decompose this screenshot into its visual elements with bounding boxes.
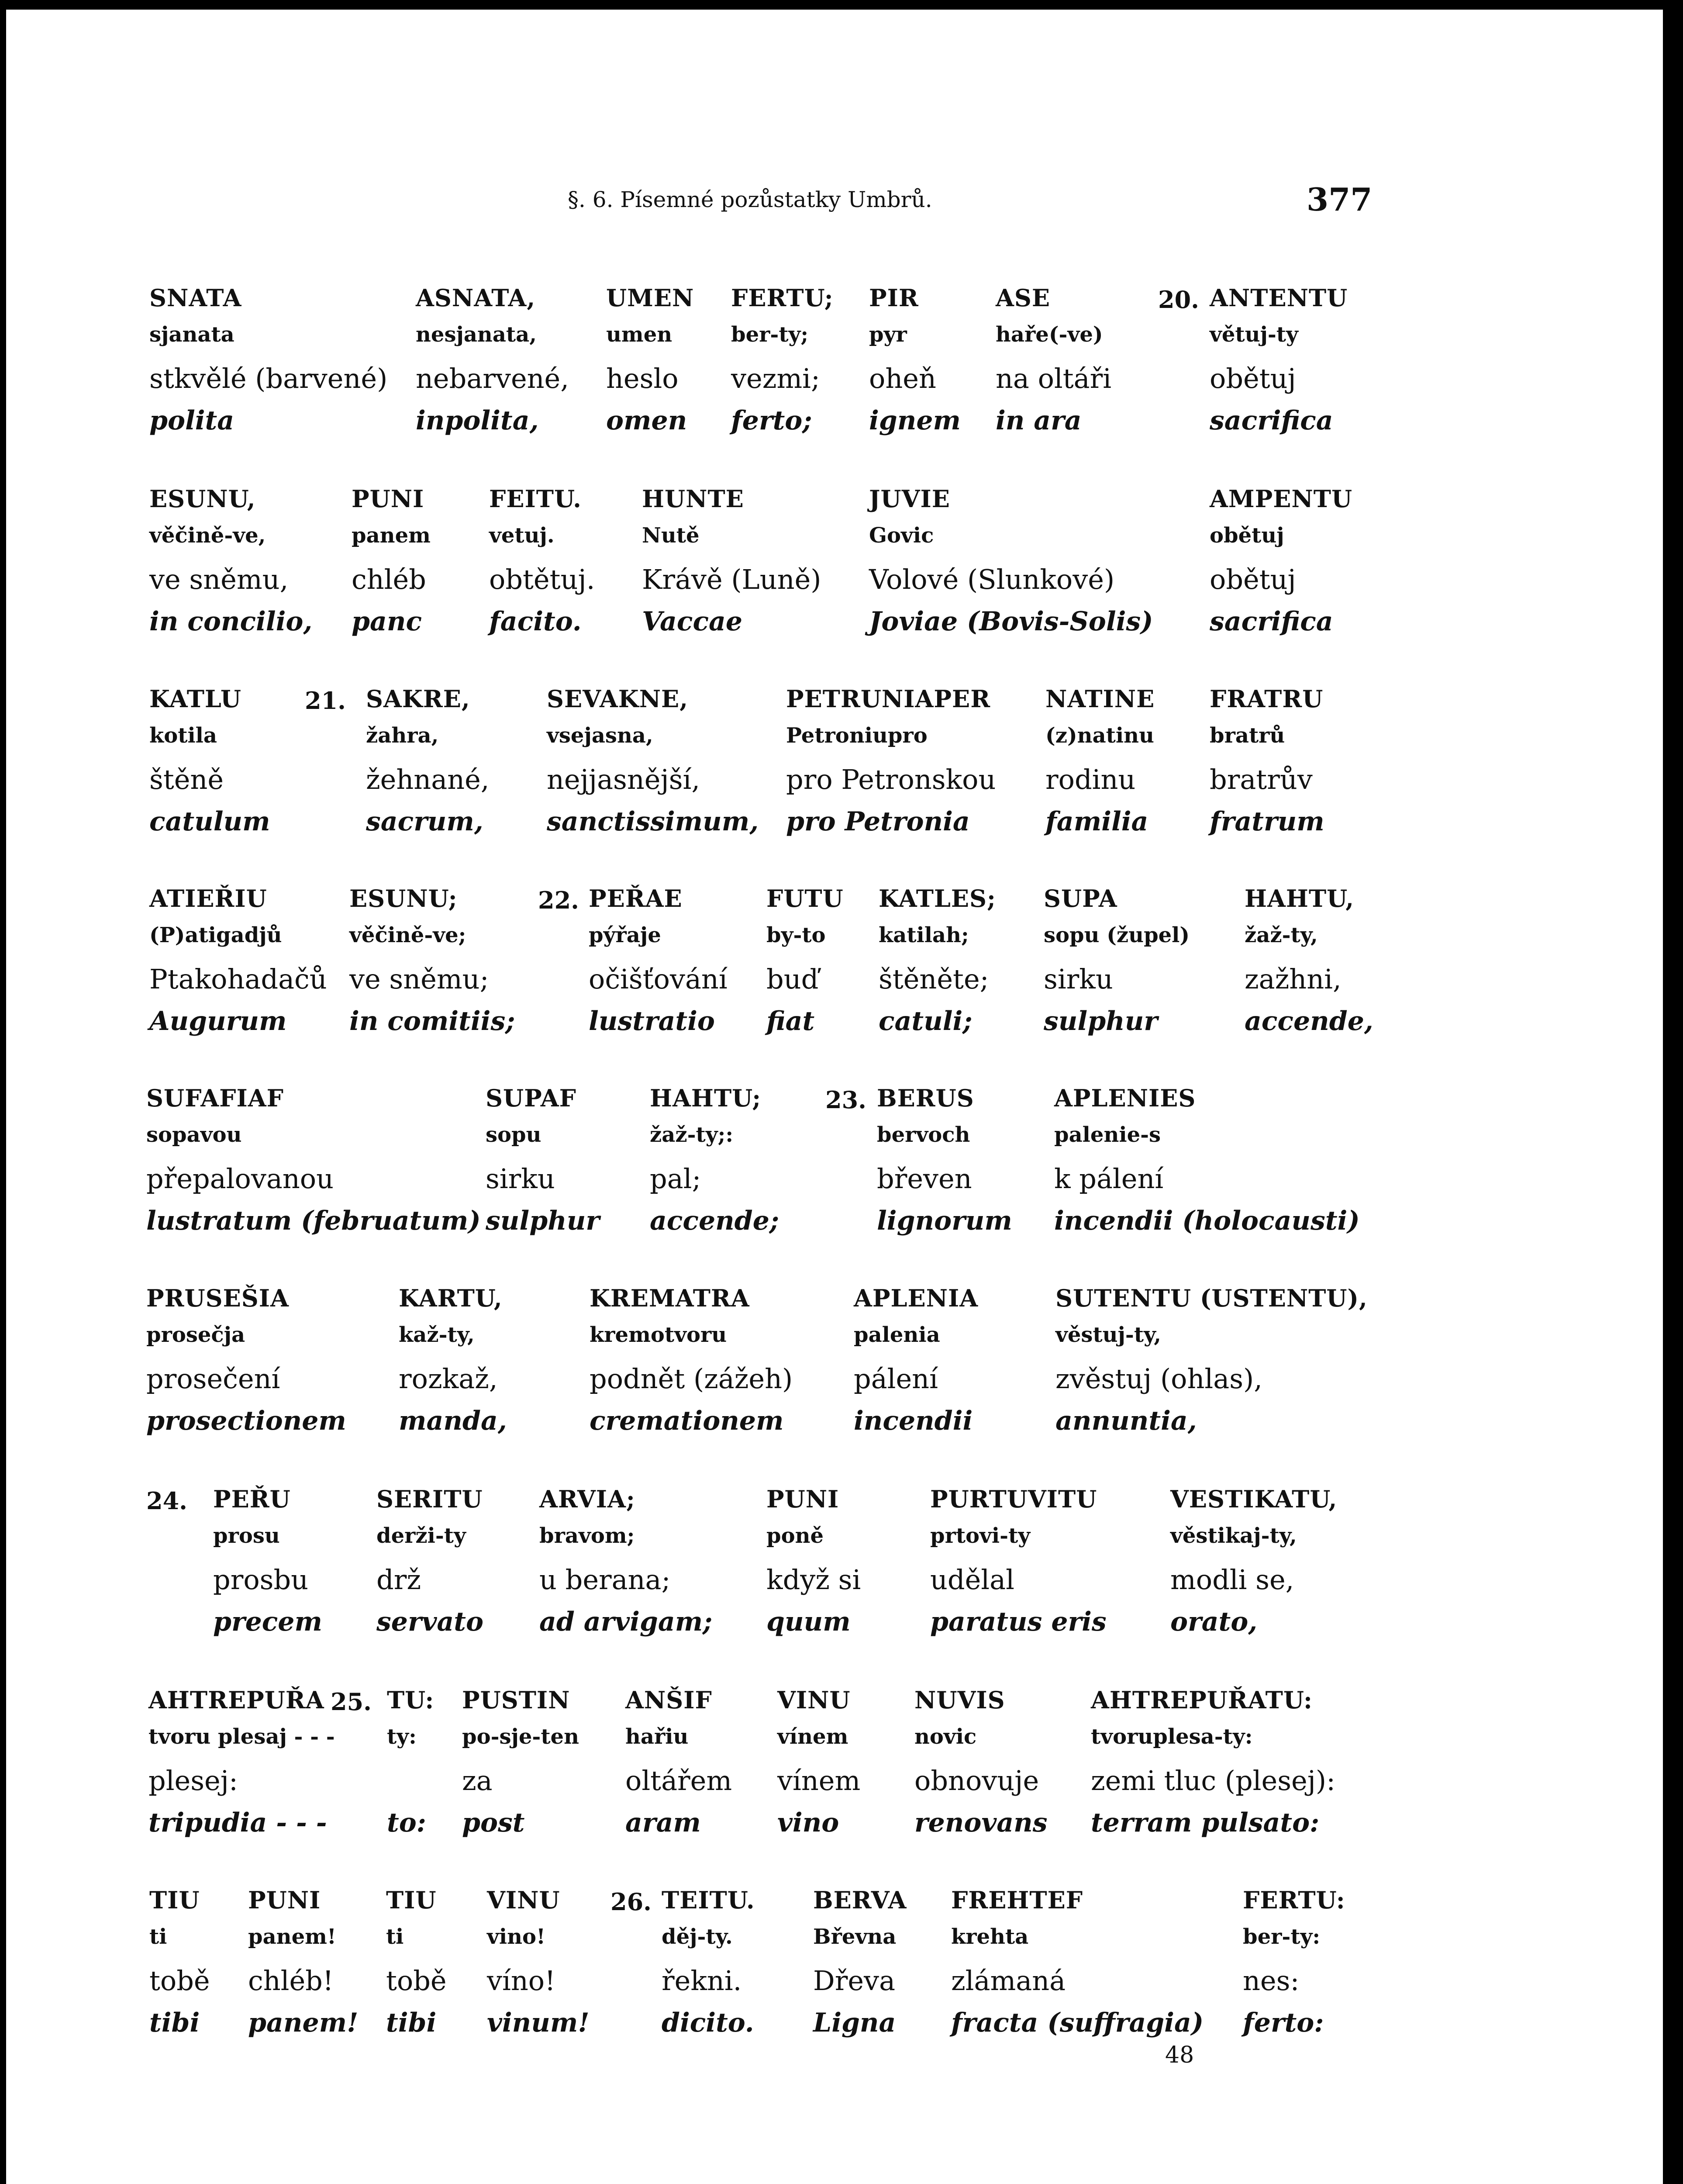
latin-translation: ignem bbox=[869, 405, 961, 436]
transliteration: tvoruplesa-ty: bbox=[1091, 1724, 1253, 1749]
transliteration: věstikaj-ty, bbox=[1170, 1524, 1297, 1548]
transliteration: ber-ty: bbox=[1243, 1925, 1321, 1949]
running-header: §. 6. Písemné pozůstatky Umbrů. bbox=[568, 187, 932, 212]
umbrian-word: SUFAFIAF bbox=[146, 1084, 284, 1112]
umbrian-word: APLENIA bbox=[854, 1284, 979, 1312]
signature-mark: 48 bbox=[1165, 2042, 1194, 2068]
latin-translation: sanctissimum, bbox=[547, 806, 759, 837]
czech-translation: řekni. bbox=[662, 1965, 742, 1997]
umbrian-word: ESUNU; bbox=[349, 885, 458, 912]
transliteration: sopu (župel) bbox=[1044, 923, 1190, 947]
umbrian-word: KREMATRA bbox=[590, 1284, 750, 1312]
latin-translation: in ara bbox=[996, 405, 1082, 436]
transliteration: žahra, bbox=[366, 723, 439, 748]
umbrian-word: FEITU. bbox=[489, 485, 582, 513]
umbrian-word: PUNI bbox=[352, 485, 424, 513]
latin-translation: polita bbox=[149, 405, 235, 436]
latin-translation: vinum! bbox=[487, 2008, 590, 2038]
verse-number: 23. bbox=[825, 1086, 866, 1114]
umbrian-word: AHTREPUŘA bbox=[148, 1686, 324, 1714]
czech-translation: pro Petronskou bbox=[786, 764, 996, 795]
czech-translation: k pálení bbox=[1054, 1163, 1164, 1195]
umbrian-word: AHTREPUŘATU: bbox=[1091, 1686, 1313, 1714]
umbrian-word: ANTENTU bbox=[1210, 284, 1348, 312]
transliteration: tvoru plesaj - - - bbox=[148, 1724, 335, 1749]
transliteration: po-sje-ten bbox=[462, 1724, 579, 1749]
umbrian-word: APLENIES bbox=[1054, 1084, 1196, 1112]
umbrian-word: PRUSEŠIA bbox=[146, 1284, 289, 1312]
czech-translation: drž bbox=[376, 1564, 421, 1596]
latin-translation: fratrum bbox=[1210, 806, 1324, 837]
czech-translation: modli se, bbox=[1170, 1564, 1294, 1596]
umbrian-word: NATINE bbox=[1045, 685, 1155, 713]
umbrian-word: TIU bbox=[149, 1886, 200, 1914]
scan-border-left bbox=[0, 0, 6, 2184]
latin-translation: Vaccae bbox=[642, 606, 743, 637]
czech-translation: chléb bbox=[352, 563, 426, 595]
latin-translation: sacrifica bbox=[1210, 606, 1333, 637]
latin-translation: lignorum bbox=[877, 1206, 1012, 1236]
transliteration: Petroniupro bbox=[786, 723, 928, 748]
transliteration: prosu bbox=[213, 1524, 280, 1548]
transliteration: krehta bbox=[951, 1925, 1029, 1949]
latin-translation: renovans bbox=[914, 1807, 1048, 1838]
czech-translation: zažhni, bbox=[1245, 963, 1342, 995]
transliteration: vino! bbox=[487, 1925, 546, 1949]
latin-translation: orato, bbox=[1170, 1607, 1258, 1637]
transliteration: (z)natinu bbox=[1045, 723, 1154, 748]
transliteration: bratrů bbox=[1210, 723, 1285, 748]
czech-translation: za bbox=[462, 1765, 493, 1797]
latin-translation: tibi bbox=[386, 2008, 437, 2038]
transliteration: větuj-ty bbox=[1210, 322, 1298, 347]
latin-translation: pro Petronia bbox=[786, 806, 970, 837]
latin-translation: fracta (suffragia) bbox=[951, 2008, 1204, 2038]
verse-number: 24. bbox=[146, 1487, 187, 1515]
czech-translation: obětuj bbox=[1210, 563, 1296, 595]
latin-translation: catuli; bbox=[879, 1006, 973, 1037]
transliteration: sjanata bbox=[149, 322, 235, 347]
latin-translation: sulphur bbox=[486, 1206, 600, 1236]
czech-translation: stkvělé (barvené) bbox=[149, 363, 388, 394]
latin-translation: annuntia, bbox=[1055, 1406, 1197, 1436]
latin-translation: ad arvigam; bbox=[539, 1607, 713, 1637]
umbrian-word: TU: bbox=[387, 1686, 435, 1714]
umbrian-word: PURTUVITU bbox=[930, 1485, 1097, 1513]
latin-translation: tripudia - - - bbox=[148, 1807, 327, 1838]
transliteration: kremotvoru bbox=[590, 1323, 727, 1347]
transliteration: sopu bbox=[486, 1123, 541, 1147]
transliteration: haře(-ve) bbox=[996, 322, 1103, 347]
czech-translation: pal; bbox=[650, 1163, 701, 1195]
transliteration: kotila bbox=[149, 723, 217, 748]
transliteration: věčině-ve; bbox=[349, 923, 466, 947]
czech-translation: zlámaná bbox=[951, 1965, 1066, 1997]
latin-translation: prosectionem bbox=[146, 1406, 346, 1436]
czech-translation: prosbu bbox=[213, 1564, 309, 1596]
umbrian-word: PUNI bbox=[248, 1886, 321, 1914]
czech-translation: nes: bbox=[1243, 1965, 1300, 1997]
umbrian-word: VINU bbox=[487, 1886, 560, 1914]
umbrian-word: PUNI bbox=[766, 1485, 839, 1513]
latin-translation: panc bbox=[352, 606, 422, 637]
czech-translation: udělal bbox=[930, 1564, 1014, 1596]
umbrian-word: ANŠIF bbox=[625, 1686, 712, 1714]
transliteration: ty: bbox=[387, 1724, 417, 1749]
umbrian-word: VINU bbox=[777, 1686, 851, 1714]
czech-translation: když si bbox=[766, 1564, 861, 1596]
latin-translation: accende; bbox=[650, 1206, 779, 1236]
latin-translation: paratus eris bbox=[930, 1607, 1107, 1637]
czech-translation: zemi tluc (plesej): bbox=[1091, 1765, 1335, 1797]
latin-translation: quum bbox=[766, 1607, 851, 1637]
transliteration: sopavou bbox=[146, 1123, 242, 1147]
transliteration: panem bbox=[352, 523, 431, 548]
czech-translation: chléb! bbox=[248, 1965, 334, 1997]
czech-translation: sirku bbox=[1044, 963, 1113, 995]
latin-translation: cremationem bbox=[590, 1406, 784, 1436]
czech-translation: rodinu bbox=[1045, 764, 1136, 795]
transliteration: Govic bbox=[869, 523, 934, 548]
transliteration: hařiu bbox=[625, 1724, 689, 1749]
umbrian-word: FREHTEF bbox=[951, 1886, 1083, 1914]
czech-translation: sirku bbox=[486, 1163, 555, 1195]
transliteration: palenie-s bbox=[1054, 1123, 1161, 1147]
czech-translation: ve sněmu; bbox=[349, 963, 489, 995]
umbrian-word: UMEN bbox=[606, 284, 694, 312]
czech-translation: bratrův bbox=[1210, 764, 1313, 795]
scan-border-top bbox=[0, 0, 1683, 10]
latin-translation: Joviae (Bovis-Solis) bbox=[869, 606, 1153, 637]
umbrian-word: FUTU bbox=[766, 885, 844, 912]
czech-translation: Volové (Slunkové) bbox=[869, 563, 1115, 595]
umbrian-word: HUNTE bbox=[642, 485, 744, 513]
transliteration: panem! bbox=[248, 1925, 336, 1949]
latin-translation: incendii bbox=[854, 1406, 973, 1436]
umbrian-word: BERVA bbox=[813, 1886, 907, 1914]
page-number: 377 bbox=[1307, 181, 1373, 218]
transliteration: Nutě bbox=[642, 523, 700, 548]
transliteration: derži-ty bbox=[376, 1524, 466, 1548]
umbrian-word: FRATRU bbox=[1210, 685, 1324, 713]
verse-number: 25. bbox=[331, 1688, 372, 1716]
umbrian-word: FERTU: bbox=[1243, 1886, 1345, 1914]
transliteration: pýřaje bbox=[589, 923, 661, 947]
umbrian-word: TEITU. bbox=[662, 1886, 755, 1914]
transliteration: ber-ty; bbox=[731, 322, 809, 347]
umbrian-word: PUSTIN bbox=[462, 1686, 570, 1714]
umbrian-word: PIR bbox=[869, 284, 919, 312]
umbrian-word: KATLU bbox=[149, 685, 241, 713]
latin-translation: terram pulsato: bbox=[1091, 1807, 1320, 1838]
latin-translation: post bbox=[462, 1807, 525, 1838]
czech-translation: oltářem bbox=[625, 1765, 732, 1797]
verse-number: 20. bbox=[1158, 286, 1199, 314]
transliteration: nesjanata, bbox=[416, 322, 537, 347]
umbrian-word: JUVIE bbox=[869, 485, 950, 513]
scan-border-right bbox=[1663, 0, 1683, 2184]
czech-translation: oheň bbox=[869, 363, 936, 394]
umbrian-word: KATLES; bbox=[879, 885, 996, 912]
umbrian-word: HAHTU, bbox=[1245, 885, 1355, 912]
czech-translation: buď bbox=[766, 963, 819, 995]
latin-translation: in comitiis; bbox=[349, 1006, 515, 1037]
latin-translation: facito. bbox=[489, 606, 582, 637]
czech-translation: víno! bbox=[487, 1965, 556, 1997]
umbrian-word: SNATA bbox=[149, 284, 242, 312]
latin-translation: tibi bbox=[149, 2008, 200, 2038]
latin-translation: omen bbox=[606, 405, 687, 436]
czech-translation: zvěstuj (ohlas), bbox=[1055, 1363, 1262, 1395]
transliteration: umen bbox=[606, 322, 673, 347]
latin-translation: incendii (holocausti) bbox=[1054, 1206, 1360, 1236]
czech-translation: vezmi; bbox=[731, 363, 820, 394]
czech-translation: Ptakohadačů bbox=[149, 963, 327, 995]
latin-translation: lustratum (februatum) bbox=[146, 1206, 481, 1236]
transliteration: věčině-ve, bbox=[149, 523, 266, 548]
latin-translation: dicito. bbox=[662, 2008, 754, 2038]
czech-translation: u berana; bbox=[539, 1564, 671, 1596]
umbrian-word: SEVAKNE, bbox=[547, 685, 689, 713]
umbrian-word: HAHTU; bbox=[650, 1084, 762, 1112]
czech-translation: prosečení bbox=[146, 1363, 280, 1395]
czech-translation: tobě bbox=[149, 1965, 210, 1997]
transliteration: žaž-ty;: bbox=[650, 1123, 734, 1147]
umbrian-word: SUPA bbox=[1044, 885, 1117, 912]
latin-translation: aram bbox=[625, 1807, 701, 1838]
transliteration: vínem bbox=[777, 1724, 848, 1749]
umbrian-word: ARVIA; bbox=[539, 1485, 635, 1513]
umbrian-word: SERITU bbox=[376, 1485, 483, 1513]
transliteration: palenia bbox=[854, 1323, 940, 1347]
czech-translation: plesej: bbox=[148, 1765, 238, 1797]
czech-translation: heslo bbox=[606, 363, 679, 394]
czech-translation: ve sněmu, bbox=[149, 563, 289, 595]
latin-translation: in concilio, bbox=[149, 606, 313, 637]
transliteration: Břevna bbox=[813, 1925, 897, 1949]
umbrian-word: FERTU; bbox=[731, 284, 834, 312]
transliteration: děj-ty. bbox=[662, 1925, 733, 1949]
czech-translation: přepalovanou bbox=[146, 1163, 334, 1195]
czech-translation: podnět (zážeh) bbox=[590, 1363, 793, 1395]
transliteration: vetuj. bbox=[489, 523, 555, 548]
transliteration: prtovi-ty bbox=[930, 1524, 1031, 1548]
latin-translation: familia bbox=[1045, 806, 1148, 837]
umbrian-word: ASNATA, bbox=[416, 284, 536, 312]
latin-translation: sulphur bbox=[1044, 1006, 1158, 1037]
czech-translation: žehnané, bbox=[366, 764, 490, 795]
czech-translation: nebarvené, bbox=[416, 363, 569, 394]
czech-translation: pálení bbox=[854, 1363, 938, 1395]
transliteration: katilah; bbox=[879, 923, 969, 947]
latin-translation: vino bbox=[777, 1807, 839, 1838]
latin-translation: lustratio bbox=[589, 1006, 715, 1037]
verse-number: 21. bbox=[305, 687, 346, 715]
latin-translation: catulum bbox=[149, 806, 270, 837]
transliteration: vsejasna, bbox=[547, 723, 653, 748]
transliteration: bravom; bbox=[539, 1524, 635, 1548]
umbrian-word: NUVIS bbox=[914, 1686, 1005, 1714]
czech-translation: obtětuj. bbox=[489, 563, 595, 595]
latin-translation: to: bbox=[387, 1807, 426, 1838]
umbrian-word: PEŘAE bbox=[589, 885, 683, 912]
latin-translation: Ligna bbox=[813, 2008, 896, 2038]
transliteration: ti bbox=[386, 1925, 404, 1949]
czech-translation: nejjasnější, bbox=[547, 764, 700, 795]
umbrian-word: KARTU, bbox=[399, 1284, 503, 1312]
transliteration: bervoch bbox=[877, 1123, 970, 1147]
latin-translation: manda, bbox=[399, 1406, 507, 1436]
transliteration: prosečja bbox=[146, 1323, 245, 1347]
latin-translation: inpolita, bbox=[416, 405, 539, 436]
umbrian-word: SAKRE, bbox=[366, 685, 470, 713]
umbrian-word: PEŘU bbox=[213, 1485, 291, 1513]
umbrian-word: TIU bbox=[386, 1886, 437, 1914]
czech-translation: obnovuje bbox=[914, 1765, 1039, 1797]
umbrian-word: VESTIKATU, bbox=[1170, 1485, 1338, 1513]
umbrian-word: SUTENTU (USTENTU), bbox=[1055, 1284, 1368, 1312]
latin-translation: precem bbox=[213, 1607, 322, 1637]
latin-translation: ferto: bbox=[1243, 2008, 1324, 2038]
czech-translation: vínem bbox=[777, 1765, 861, 1797]
umbrian-word: ESUNU, bbox=[149, 485, 256, 513]
czech-translation: obětuj bbox=[1210, 363, 1296, 394]
latin-translation: sacrifica bbox=[1210, 405, 1333, 436]
latin-translation: fiat bbox=[766, 1006, 815, 1037]
czech-translation: Krávě (Luně) bbox=[642, 563, 821, 595]
czech-translation: rozkaž, bbox=[399, 1363, 498, 1395]
transliteration: kaž-ty, bbox=[399, 1323, 475, 1347]
umbrian-word: ATIEŘIU bbox=[149, 885, 267, 912]
verse-number: 22. bbox=[538, 886, 579, 914]
umbrian-word: PETRUNIAPER bbox=[786, 685, 991, 713]
transliteration: novic bbox=[914, 1724, 977, 1749]
latin-translation: servato bbox=[376, 1607, 484, 1637]
czech-translation: štěněte; bbox=[879, 963, 989, 995]
latin-translation: sacrum, bbox=[366, 806, 483, 837]
transliteration: ti bbox=[149, 1925, 167, 1949]
czech-translation: štěně bbox=[149, 764, 224, 795]
czech-translation: na oltáři bbox=[996, 363, 1112, 394]
czech-translation: tobě bbox=[386, 1965, 447, 1997]
czech-translation: břeven bbox=[877, 1163, 972, 1195]
transliteration: (P)atigadjů bbox=[149, 923, 282, 947]
transliteration: obětuj bbox=[1210, 523, 1284, 548]
verse-number: 26. bbox=[610, 1888, 652, 1916]
umbrian-word: BERUS bbox=[877, 1084, 974, 1112]
transliteration: by-to bbox=[766, 923, 826, 947]
transliteration: věstuj-ty, bbox=[1055, 1323, 1161, 1347]
umbrian-word: AMPENTU bbox=[1210, 485, 1353, 513]
latin-translation: accende, bbox=[1245, 1006, 1373, 1037]
transliteration: poně bbox=[766, 1524, 824, 1548]
czech-translation: Dřeva bbox=[813, 1965, 896, 1997]
umbrian-word: ASE bbox=[996, 284, 1051, 312]
transliteration: žaž-ty, bbox=[1245, 923, 1318, 947]
latin-translation: ferto; bbox=[731, 405, 812, 436]
latin-translation: panem! bbox=[248, 2008, 359, 2038]
umbrian-word: SUPAF bbox=[486, 1084, 577, 1112]
latin-translation: Augurum bbox=[149, 1006, 287, 1037]
transliteration: pyr bbox=[869, 322, 907, 347]
czech-translation: očišťování bbox=[589, 963, 728, 995]
